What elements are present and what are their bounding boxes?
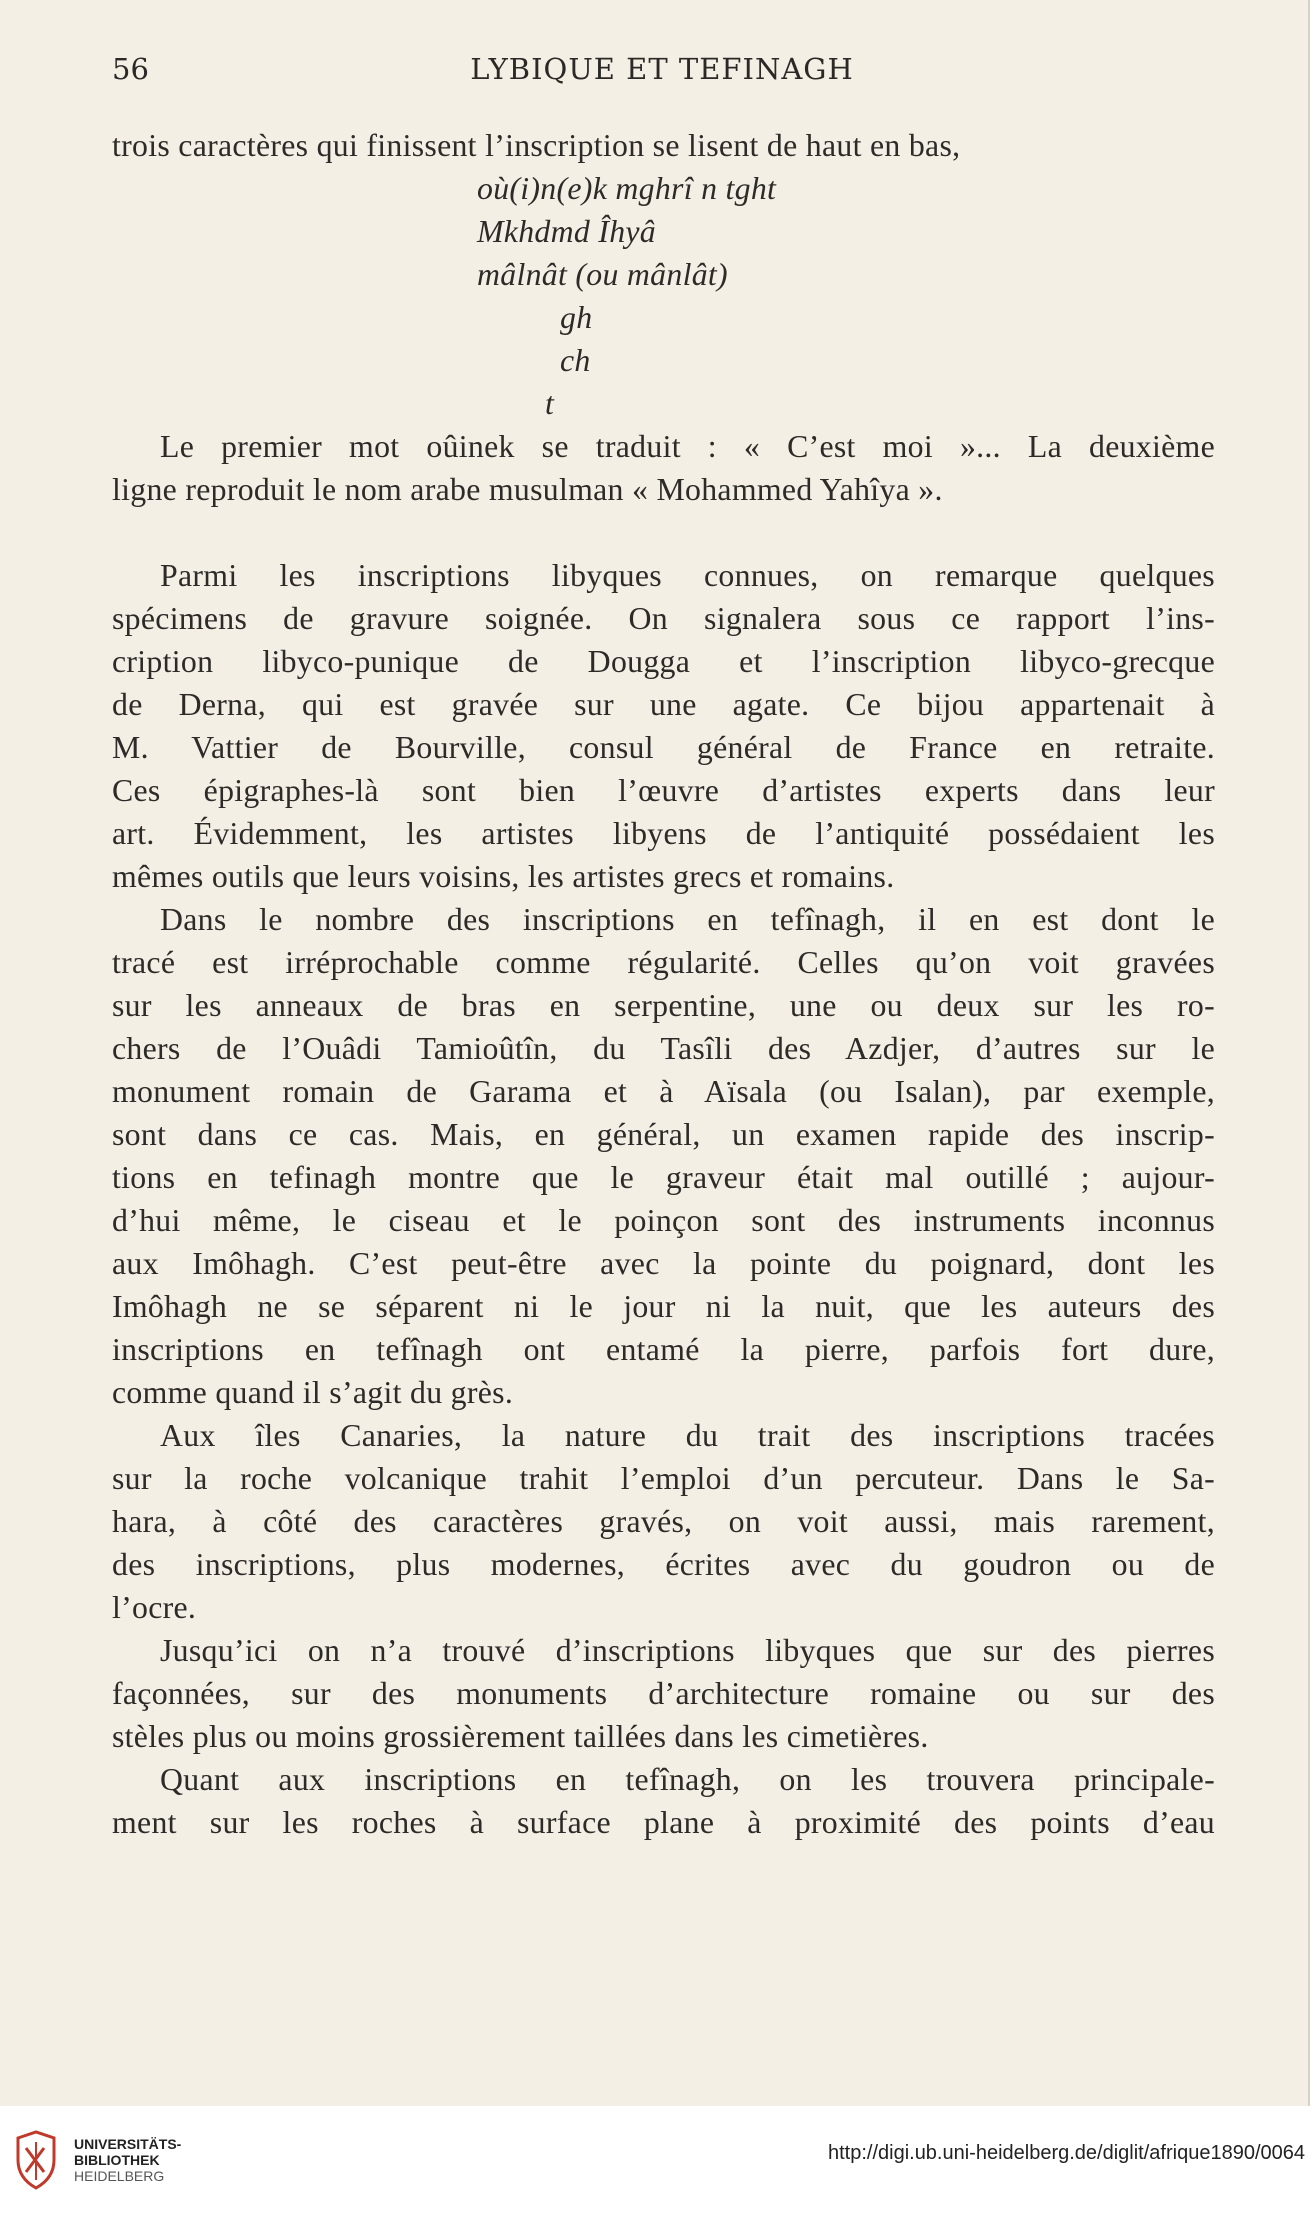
running-title: LYBIQUE ET TEFINAGH [470,52,854,86]
text-line: aux Imôhagh. C’est peut-être avec la pointe du poignard, dont les [112,1246,1215,1281]
text-line: Imôhagh ne se séparent ni le jour ni la nuit, que les auteurs des [112,1289,1215,1324]
text-line: Dans le nombre des inscriptions en tefînagh, il en est dont le [160,902,1215,937]
text-line: stèles plus ou moins grossièrement taillées dans les cimetières. [112,1719,929,1754]
library-name-line: HEIDELBERG [74,2168,165,2184]
body-text [112,124,1215,1844]
text-line: Le premier mot oûinek se traduit : « C’est moi »... La deuxième [160,429,1215,464]
text-line: Aux îles Canaries, la nature du trait des inscriptions tracées [160,1418,1215,1453]
footer [0,2106,1315,2216]
text-line: trois caractères qui finissent l’inscription se lisent de haut en bas, [112,128,961,163]
text-line: de Derna, qui est gravée sur une agate. Ce bijou appartenait à [112,687,1215,722]
text-line: spécimens de gravure soignée. On signalera sous ce rapport l’ins- [112,601,1215,636]
text-line: art. Évidemment, les artistes libyens de l’antiquité possédaient les [112,816,1215,851]
text-line: Quant aux inscriptions en tefînagh, on les trouvera principale- [160,1762,1215,1797]
text-line: des inscriptions, plus modernes, écrites avec du goudron ou de [112,1547,1215,1582]
library-name-line: BIBLIOTHEK [74,2152,160,2168]
text-line: M. Vattier de Bourville, consul général de France en retraite. [112,730,1215,765]
text-line: l’ocre. [112,1590,197,1625]
page-number: 56 [112,52,149,86]
transcription-line: mâlnât (ou mânlât) [477,257,728,292]
text-line: sur les anneaux de bras en serpentine, une ou deux sur les ro- [112,988,1215,1023]
text-line: tions en tefinagh montre que le graveur était mal outillé ; aujour- [112,1160,1215,1195]
transcription-line: gh [560,300,593,335]
paragraph-gap [112,511,1215,554]
transcription-line: Mkhdmd Îhyâ [477,214,657,249]
text-line: Ces épigraphes-là sont bien l’œuvre d’artistes experts dans leur [112,773,1215,808]
text-line: Parmi les inscriptions libyques connues, on remarque quelques [160,558,1215,593]
source-url-link[interactable]: http://digi.ub.uni-heidelberg.de/diglit/afrique1890/0064 [827,2142,1305,2164]
text-line: cription libyco-punique de Dougga et l’inscription libyco-grecque [112,644,1215,679]
inscription-transcription [112,167,1215,425]
text-line: monument romain de Garama et à Aïsala (ou Isalan), par exemple, [112,1074,1215,1109]
university-library-logo-icon [14,2130,58,2190]
text-line: sur la roche volcanique trahit l’emploi d’un percuteur. Dans le Sa- [112,1461,1215,1496]
library-name [74,2136,181,2184]
text-line: mêmes outils que leurs voisins, les artistes grecs et romains. [112,859,895,894]
text-line: ligne reproduit le nom arabe musulman « Mohammed Yahîya ». [112,472,943,507]
transcription-line: ch [560,343,591,378]
text-line: inscriptions en tefînagh ont entamé la pierre, parfois fort dure, [112,1332,1215,1367]
page-header [112,52,1212,92]
text-line: ment sur les roches à surface plane à proximité des points d’eau [112,1805,1215,1840]
text-line: tracé est irréprochable comme régularité. Celles qu’on voit gravées [112,945,1215,980]
text-line: hara, à côté des caractères gravés, on voit aussi, mais rarement, [112,1504,1215,1539]
text-line: sont dans ce cas. Mais, en général, un examen rapide des inscrip- [112,1117,1215,1152]
transcription-line: t [545,386,555,421]
text-line: Jusqu’ici on n’a trouvé d’inscriptions libyques que sur des pierres [160,1633,1215,1668]
text-line: d’hui même, le ciseau et le poinçon sont des instruments inconnus [112,1203,1215,1238]
text-line: façonnées, sur des monuments d’architecture romaine ou sur des [112,1676,1215,1711]
transcription-line: où(i)n(e)k mghrî n tght [477,171,777,206]
text-line: comme quand il s’agit du grès. [112,1375,514,1410]
text-line: chers de l’Ouâdi Tamioûtîn, du Tasîli des Azdjer, d’autres sur le [112,1031,1215,1066]
library-name-line: UNIVERSITÄTS- [74,2136,182,2152]
